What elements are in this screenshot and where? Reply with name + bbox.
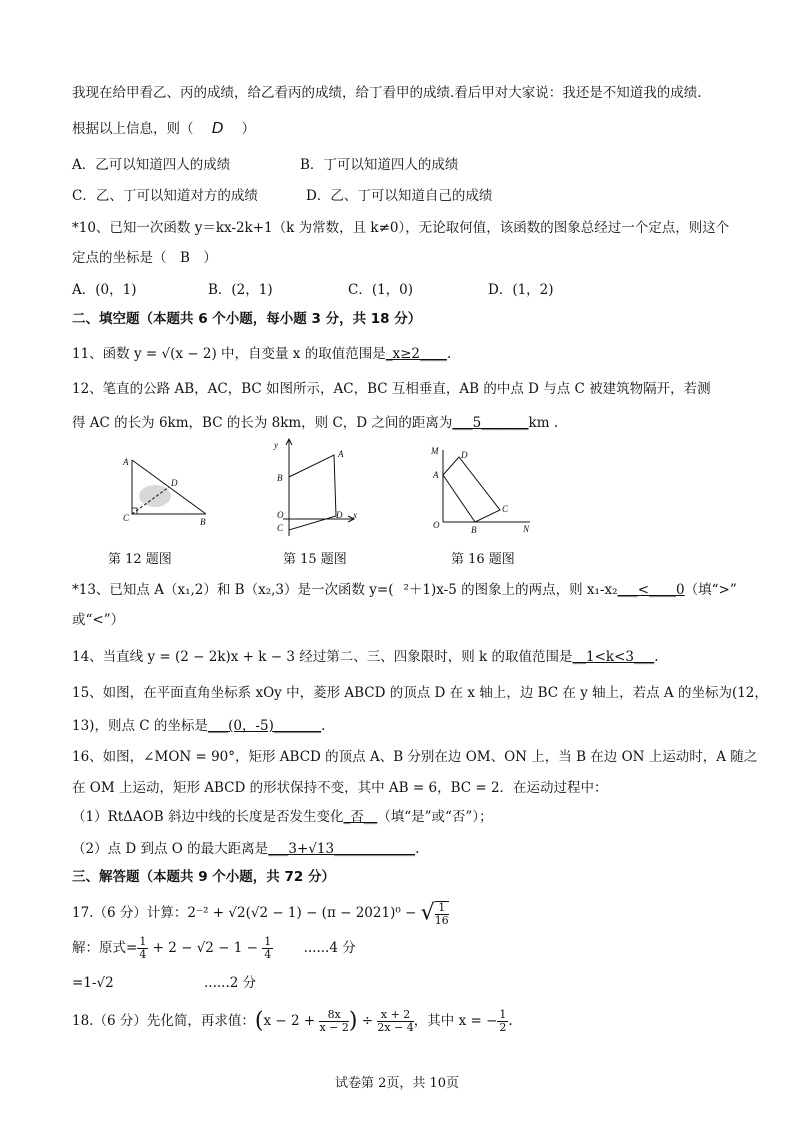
q16-sub1-suffix: （填“是”或“否”）； <box>377 809 493 825</box>
q17-fraction-2 <box>262 936 273 961</box>
q9-stem-line2 <box>72 120 255 138</box>
q13-answer: ___<____0 <box>617 582 685 598</box>
q18-fraction-1-denominator: x − 2 <box>319 1021 349 1034</box>
q9-option-c: C．乙、丁可以知道对方的成绩 <box>72 188 258 204</box>
page-footer: 试卷第 2页，共 10页 <box>334 1076 460 1091</box>
q11-end: . <box>446 346 452 362</box>
q17-stem: 17.（6 分）计算：2⁻² + √2(√2 − 1) − (π − 2021)⁰ − √ $\frac{1}{16}$ <box>72 900 449 927</box>
q9-option-d: D．乙、丁可以知道自己的成绩 <box>306 188 493 204</box>
figure-15-caption: 第 15 题图 <box>283 552 347 567</box>
q18-label: 18.（6 分）先化简，再求值： <box>72 1013 255 1029</box>
q17-step2-score: ......2 分 <box>204 975 257 991</box>
q17-fraction-1-denominator: 4 <box>139 948 147 961</box>
figure-16-caption: 第 16 题图 <box>451 552 515 567</box>
fig15-label-y: y <box>274 440 278 450</box>
fig12-label-c: C <box>123 513 130 523</box>
fig15-label-b: B <box>277 473 283 483</box>
q17-sqrt-fraction <box>435 901 449 927</box>
q10-option-a: A．(0，1) <box>72 282 137 298</box>
q13-stem-prefix: *13、已知点 A（x₁,2）和 B（x₂,3）是一次函数 y=( <box>72 582 394 598</box>
q18-fraction-3-denominator: 2 <box>499 1021 507 1034</box>
q15-end: . <box>321 718 326 734</box>
q16-sub1-stem: （1）RtΔAOB 斜边中线的长度是否发生变化 <box>72 809 344 825</box>
q13-stem-line1 <box>72 581 737 599</box>
fig16-label-b: B <box>471 525 477 535</box>
q9-option-a: A．乙可以知道四人的成绩 <box>72 157 231 173</box>
q17-fraction-1-numerator: 1 <box>139 935 147 948</box>
q15-stem-line1: 15、如图，在平面直角坐标系 xOy 中，菱形 ABCD 的顶点 D 在 x 轴上，边 BC 在 y 轴上，若点 A 的坐标为(12， <box>72 685 768 701</box>
q16-stem-line2: 在 OM 上运动，矩形 ABCD 的形状保持不变，其中 AB = 6，BC = 2．在运动过程中： <box>72 780 608 796</box>
q9-option-b: B．丁可以知道四人的成绩 <box>300 157 459 173</box>
q13-stem-suffix: （填“>” <box>684 582 737 598</box>
fig15-label-o: O <box>277 510 284 520</box>
q18-condition: ，其中 x = − <box>413 1013 498 1029</box>
q17-step1-score: ......4 分 <box>303 940 356 956</box>
q17-fraction-2-denominator: 4 <box>264 948 272 961</box>
fig15-label-x: x <box>353 510 357 520</box>
q18-stem: 18.（6 分）先化简，再求值：(x − 2 + $\frac{8x}{x - 2}$ ) ÷ $\frac{x + 2}{2x - 4}$ ，其中 x = − $\frac{1}{2}$ . <box>72 1008 513 1034</box>
fig16-label-n: N <box>523 524 530 534</box>
q12-stem-line2 <box>72 414 558 432</box>
q14-stem: 14、当直线 y = (2 − 2k)x + k − 3 经过第二、三、四象限时，则 k 的取值范围是 <box>72 649 573 665</box>
q9-stem-suffix: ） <box>241 121 256 137</box>
q18-fraction-1-numerator: 8x <box>319 1009 348 1022</box>
figure-12-caption: 第 12 题图 <box>108 552 172 567</box>
q17-solution-middle: + 2 − √2 − 1 − <box>152 940 258 956</box>
q11 <box>72 345 451 363</box>
q17-solution-prefix: 解：原式= <box>72 940 138 956</box>
q12-stem-line1: 12、笔直的公路 AB，AC，BC 如图所示，AC，BC 互相垂直，AB 的中点 D 与点 C 被建筑物隔开，若测 <box>72 381 711 397</box>
q9-stem-line1: 我现在给甲看乙、丙的成绩，给乙看丙的成绩，给丁看甲的成绩.看后甲对大家说：我还是不知道我的成绩. <box>72 85 702 101</box>
q9-stem-prefix: 根据以上信息，则（ <box>72 121 194 137</box>
q15-answer: ___(0，-5)_______ <box>207 718 322 734</box>
q11-answer: _x≥2____ <box>385 346 447 362</box>
q18-fraction-2-denominator: 2x − 4 <box>377 1021 414 1034</box>
q13-stem-line2: 或“<”） <box>72 612 125 628</box>
q12-unit: km . <box>528 415 559 431</box>
q17-label: 17.（6 分）计算： <box>72 905 188 921</box>
fig16-label-o: O <box>433 520 440 530</box>
q14 <box>72 648 659 666</box>
q15-stem-prefix: 13)，则点 C 的坐标是 <box>72 718 208 734</box>
q18-divide: ÷ <box>361 1013 374 1029</box>
q14-answer: __1<k<3___ <box>572 649 655 665</box>
q14-end: . <box>654 649 659 665</box>
fig12-label-d: D <box>171 478 178 488</box>
q16-stem-line1: 16、如图，∠MON = 90°，矩形 ABCD 的顶点 A、B 分别在边 OM、ON 上，当 B 在边 ON 上运动时，A 随之 <box>72 749 758 765</box>
q17-solution-step1 <box>72 936 356 961</box>
figure-15 <box>268 436 368 545</box>
q15-stem-line2 <box>72 717 325 735</box>
q17-sqrt-denominator: 16 <box>434 913 449 927</box>
q16-sub2-answer: ___3+√13____________ <box>268 841 416 857</box>
q17-fraction-2-numerator: 1 <box>264 935 272 948</box>
q16-sub1-answer: _否__ <box>343 809 378 825</box>
q12-answer: ___5_______ <box>452 415 529 431</box>
q10-option-b: B．(2，1) <box>208 282 273 298</box>
fig16-label-c: C <box>502 504 509 514</box>
fig15-label-c: C <box>277 523 284 533</box>
q17-solution-step2 <box>72 974 257 992</box>
q16-sub2 <box>72 840 419 858</box>
q17-expression: 2⁻² + √2(√2 − 1) − (π − 2021)⁰ − <box>187 905 417 921</box>
q17-result: =1-√2 <box>72 975 114 991</box>
q10-stem-line1: *10、已知一次函数 y＝kx-2k+1（k 为常数，且 k≠0），无论取何值，该函数的图象总经过一个定点，则这个 <box>72 220 730 236</box>
q18-fraction-2 <box>377 1009 413 1034</box>
section-2-heading: 二、填空题（本题共 6 个小题，每小题 3 分，共 18 分） <box>72 311 422 327</box>
q18-end: . <box>508 1013 513 1029</box>
figure-12 <box>118 448 218 537</box>
q16-sub2-stem: （2）点 D 到点 O 的最大距离是 <box>72 841 269 857</box>
q10-stem-line2: 定点的坐标是（ B ） <box>72 250 217 266</box>
q10-option-d: D．(1，2) <box>488 282 554 298</box>
q9-answer: D <box>211 120 224 137</box>
fig12-label-b: B <box>200 517 206 527</box>
q17-sqrt-numerator: 1 <box>435 902 449 915</box>
fig12-label-a: A <box>123 457 129 467</box>
q10-option-c: C．(1，0) <box>348 282 414 298</box>
fig16-label-a: A <box>433 470 439 480</box>
q18-fraction-3-numerator: 1 <box>499 1008 507 1021</box>
q18-fraction-2-numerator: x + 2 <box>377 1009 413 1022</box>
section-3-heading: 三、解答题（本题共 9 个小题，共 72 分） <box>72 869 335 885</box>
q11-stem: 11、函数 y = √(x − 2) 中，自变量 x 的取值范围是 <box>72 346 386 362</box>
q12-stem-prefix: 得 AC 的长为 6km，BC 的长为 8km，则 C，D 之间的距离为 <box>72 415 453 431</box>
figure-16 <box>425 442 540 541</box>
q13-stem-middle: ²＋1)x-5 的图象上的两点，则 x₁-x₂ <box>403 582 618 598</box>
fig15-label-d: D <box>336 510 343 520</box>
building-shape <box>139 485 171 507</box>
q18-fraction-1 <box>319 1009 348 1034</box>
fig15-label-a: A <box>338 449 344 459</box>
q17-fraction-1 <box>137 936 148 961</box>
fig16-label-m: M <box>431 446 439 456</box>
q16-sub1 <box>72 808 493 826</box>
fig16-label-d: D <box>461 450 468 460</box>
q16-sub2-end: . <box>415 841 420 857</box>
q18-term: x − 2 + <box>263 1013 316 1029</box>
q18-fraction-3 <box>497 1009 508 1034</box>
